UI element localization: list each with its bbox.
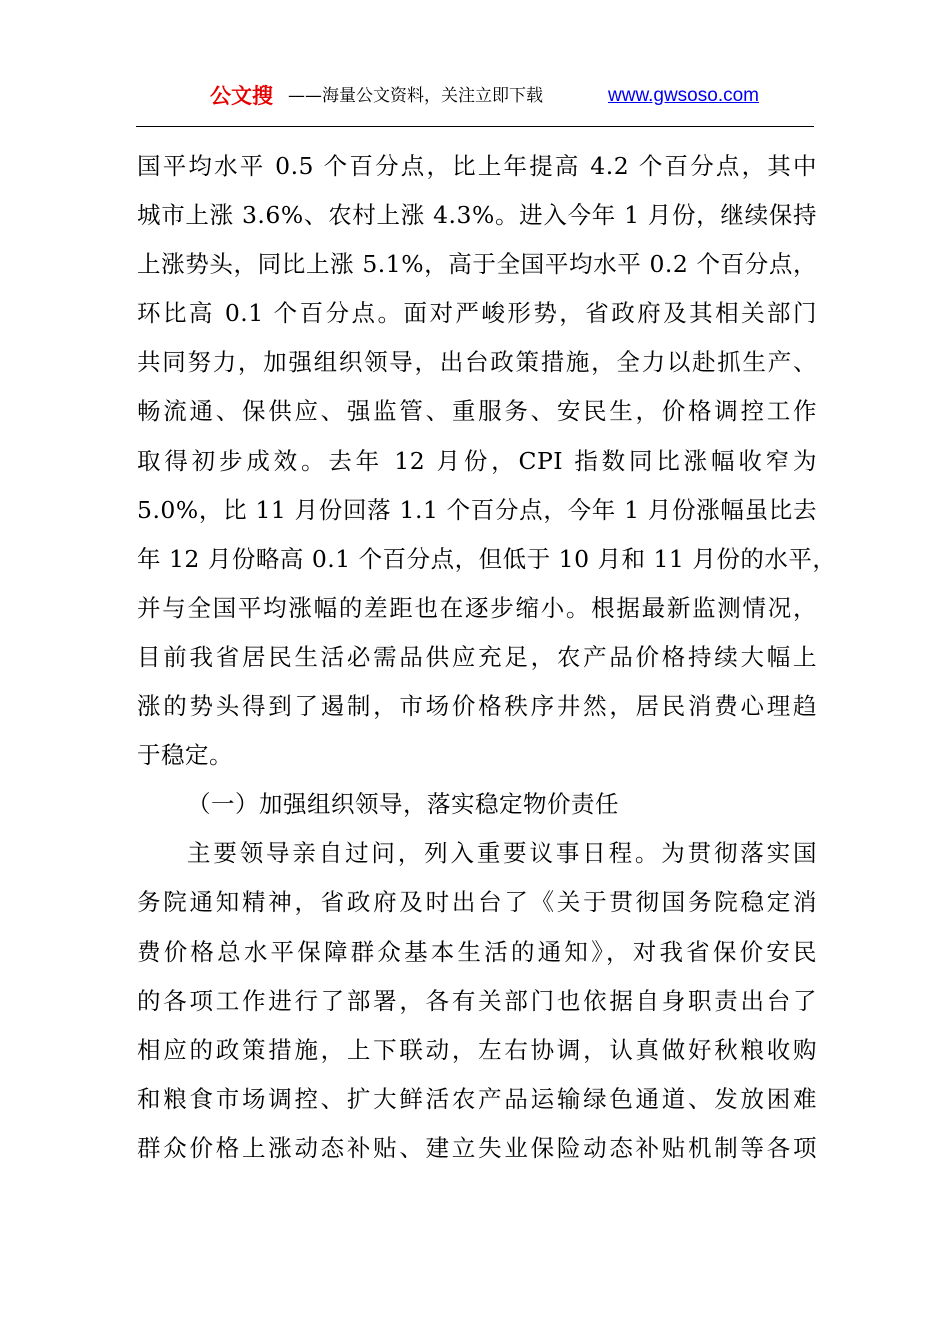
- body-line: 群众价格上涨动态补贴、建立失业保险动态补贴机制等各项: [137, 1133, 817, 1162]
- body-line: 务院通知精神，省政府及时出台了《关于贯彻国务院稳定消: [137, 888, 817, 917]
- body-line: 涨的势头得到了遏制，市场价格秩序井然，居民消费心理趋: [137, 692, 817, 721]
- body-line: 畅流通、保供应、强监管、重服务、安民生，价格调控工作: [137, 397, 817, 426]
- section-heading: （一）加强组织领导，落实稳定物价责任: [187, 790, 619, 819]
- body-line: 并与全国平均涨幅的差距也在逐步缩小。根据最新监测情况，: [137, 593, 817, 622]
- body-line: 的各项工作进行了部署，各有关部门也依据自身职责出台了: [137, 986, 817, 1015]
- body-line: 主要领导亲自过问，列入重要议事日程。为贯彻落实国: [187, 839, 817, 868]
- header-divider: [136, 126, 814, 127]
- body-line: 相应的政策措施，上下联动，左右协调，认真做好秋粮收购: [137, 1035, 817, 1064]
- body-line: 城市上涨 3.6%、农村上涨 4.3%。进入今年 1 月份，继续保持: [137, 201, 817, 230]
- body-line: 5.0%，比 11 月份回落 1.1 个百分点，今年 1 月份涨幅虽比去: [137, 495, 817, 524]
- body-line: 费价格总水平保障群众基本生活的通知》，对我省保价安民: [137, 937, 817, 966]
- body-line: 环比高 0.1 个百分点。面对严峻形势，省政府及其相关部门: [137, 299, 817, 328]
- body-line: 共同努力，加强组织领导，出台政策措施，全力以赴抓生产、: [137, 348, 817, 377]
- header-slogan: ——海量公文资料，关注立即下载: [288, 86, 543, 106]
- body-line: 目前我省居民生活必需品供应充足，农产品价格持续大幅上: [137, 642, 817, 671]
- document-body: [137, 142, 837, 1173]
- body-line: 国平均水平 0.5 个百分点，比上年提高 4.2 个百分点，其中: [137, 152, 817, 180]
- body-line: 取得初步成效。去年 12 月份，CPI 指数同比涨幅收窄为: [137, 446, 817, 475]
- body-line: 上涨势头，同比上涨 5.1%，高于全国平均水平 0.2 个百分点，: [137, 250, 817, 279]
- body-line: 和粮食市场调控、扩大鲜活农产品运输绿色通道、发放困难: [137, 1084, 817, 1113]
- brand-logo-text[interactable]: 公文搜: [210, 84, 273, 108]
- body-line: 年 12 月份略高 0.1 个百分点，但低于 10 月和 11 月份的水平，: [137, 544, 837, 573]
- page-header: [136, 80, 814, 120]
- body-line: 于稳定。: [137, 741, 233, 770]
- site-link[interactable]: www.gwsoso.com: [608, 85, 759, 106]
